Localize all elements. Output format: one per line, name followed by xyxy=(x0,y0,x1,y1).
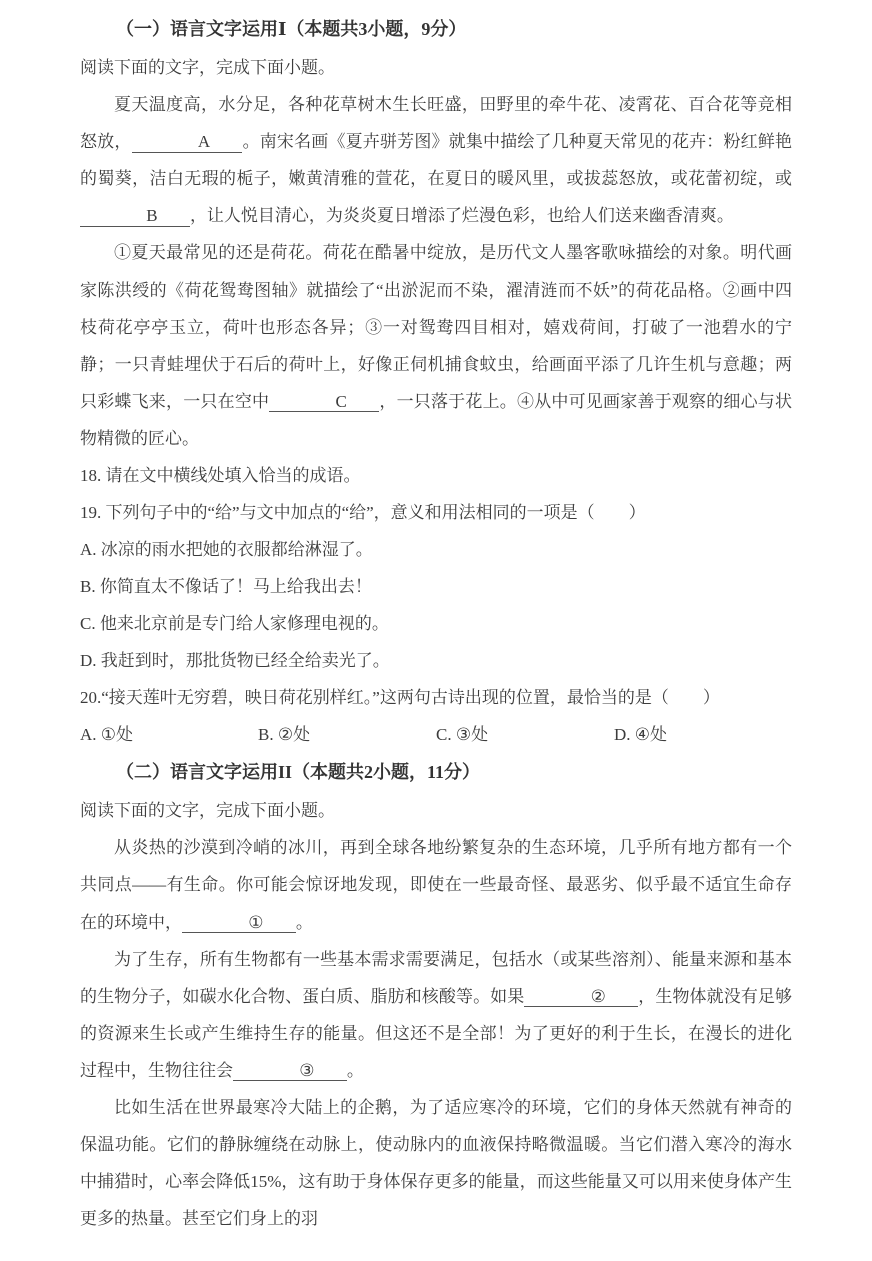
passage-2-paragraph-2 xyxy=(80,941,792,1089)
question-20-options-cell-0: A. ①处 xyxy=(80,725,134,745)
section-2-heading-text-0: （二）语言文字运用II（本题共2小题，11分） xyxy=(116,762,481,783)
passage-1-paragraph-1-text-2: 。南宋名画《夏卉骈芳图》就集中描绘了几种夏天常见的花卉：粉红鲜艳的蜀葵，洁白无瑕的栀子，嫩黄清雅的萱花，在夏日的暖风里，或拔蕊怒放，或花蕾初绽，或 xyxy=(80,132,793,189)
question-20 xyxy=(80,679,792,716)
section-1-heading xyxy=(80,10,792,49)
section-2-heading xyxy=(80,753,792,792)
question-19-option-d xyxy=(80,642,792,679)
passage-2-paragraph-1 xyxy=(80,829,792,940)
passage-1-paragraph-1-text-0: 夏天温度高，水分足，各种花草树木生长旺盛，田野里的牵牛花、凌霄花、百合花等竞相怒放， xyxy=(80,95,792,152)
question-19-option-a xyxy=(80,531,792,568)
passage-2-paragraph-3-text-0: 比如生活在世界最寒冷大陆上的企鹅，为了适应寒冷的环境，它们的身体天然就有神奇的保温功能。它们的静脉缠绕在动脉上，使动脉内的血液保持略微温暖。当它们潜入寒冷的海水中捕猎时，心率会降低15%，这有助于身体保存更多的能量，而这些能量又可以用来使身体产生更多的热量。甚至它们身上的羽 xyxy=(80,1097,792,1228)
blank-circ-3: ③ xyxy=(233,1061,347,1082)
question-18 xyxy=(80,457,792,494)
blank-circ-1: ① xyxy=(182,913,296,934)
question-19-option-c-text-0: C. 他来北京前是专门给人家修理电视的。 xyxy=(80,613,389,633)
reading-instruction-2 xyxy=(80,792,792,829)
reading-instruction-1-text-0: 阅读下面的文字，完成下面小题。 xyxy=(80,58,335,78)
passage-1-paragraph-2 xyxy=(80,234,792,456)
section-1-heading-text-0: （一）语言文字运用Ⅰ（本题共3小题，9分） xyxy=(116,19,467,39)
question-20-options-cell-3: D. ④处 xyxy=(614,725,668,745)
passage-2-paragraph-2-text-4: 。 xyxy=(346,1060,364,1080)
question-20-text-0: 20.“接天莲叶无穷碧，映日荷花别样红。”这两句古诗出现的位置，最恰当的是（ ） xyxy=(80,688,720,708)
question-19-option-c xyxy=(80,605,792,642)
question-19-option-d-text-0: D. 我赶到时，那批货物已经全给卖光了。 xyxy=(80,650,390,670)
question-19-text-0: 19. 下列句子中的“给”与文中加点的“给”，意义和用法相同的一项是（ ） xyxy=(80,502,646,522)
blank-circ-2: ② xyxy=(524,987,638,1008)
passage-1-paragraph-1-text-4: ，让人悦目清心，为炎炎夏日增添了烂漫色彩，也给人们送来幽香清爽。 xyxy=(189,206,734,226)
reading-instruction-2-text-0: 阅读下面的文字，完成下面小题。 xyxy=(80,801,335,821)
question-18-text-0: 18. 请在文中横线处填入恰当的成语。 xyxy=(80,465,361,485)
passage-1-paragraph-2-text-0: ①夏天最常见的还是荷花。荷花在酷暑中绽放，是历代文人墨客歌咏描绘的对象。明代画家陈洪绶的《荷花鸳鸯图轴》就描绘了“出淤泥而不染，濯清涟而不妖”的荷花品格。②画中四枝荷花亭亭玉立，荷叶也形态各异；③一对鸳鸯四目相对，嬉戏荷间，打破了一池碧水的宁静；一只青蛙埋伏于石后的荷叶上，好像正伺机捕食蚊虫，给画面平添了几许生机与意趣；两只彩蝶飞来，一只在空中 xyxy=(80,243,792,411)
question-19-option-b xyxy=(80,568,792,605)
passage-2-paragraph-3 xyxy=(80,1089,792,1237)
passage-2-paragraph-2-text-0: 为了生存，所有生物都有一些基本需求需要满足，包括水（或某些溶剂）、能量来源和基本的生物分子，如碳水化合物、蛋白质、脂肪和核酸等。如果 xyxy=(80,949,792,1006)
question-19-option-b-text-0: B. 你简直太不像话了！马上给我出去！ xyxy=(80,576,372,596)
reading-instruction-1 xyxy=(80,49,792,86)
passage-2-paragraph-1-text-0: 从炎热的沙漠到冷峭的冰川，再到全球各地纷繁复杂的生态环境，几乎所有地方都有一个共同点——有生命。你可能会惊讶地发现，即使在一些最奇怪、最恶劣、似乎最不适宜生命存在的环境中， xyxy=(80,838,792,932)
passage-1-paragraph-2-text-2: ，一只落于花上。④从中可见画家善于观察的细心与状物精微的匠心。 xyxy=(80,391,793,448)
question-19-option-a-text-0: A. 冰凉的雨水把她的衣服都给淋湿了。 xyxy=(80,539,373,559)
passage-2-paragraph-2-text-2: ，生物体就没有足够的资源来生长或产生维持生存的能量。但这还不是全部！为了更好的利于生长，在漫长的进化过程中，生物往往会 xyxy=(80,986,792,1080)
blank-c: C xyxy=(269,392,379,413)
question-20-options xyxy=(80,716,792,753)
blank-b: B xyxy=(80,206,190,227)
passage-1-paragraph-1 xyxy=(80,86,792,234)
question-19 xyxy=(80,494,792,531)
blank-a: A xyxy=(132,132,243,153)
question-20-options-cell-1: B. ②处 xyxy=(258,725,311,745)
passage-2-paragraph-1-text-2: 。 xyxy=(295,912,313,932)
question-20-options-cell-2: C. ③处 xyxy=(436,725,489,745)
